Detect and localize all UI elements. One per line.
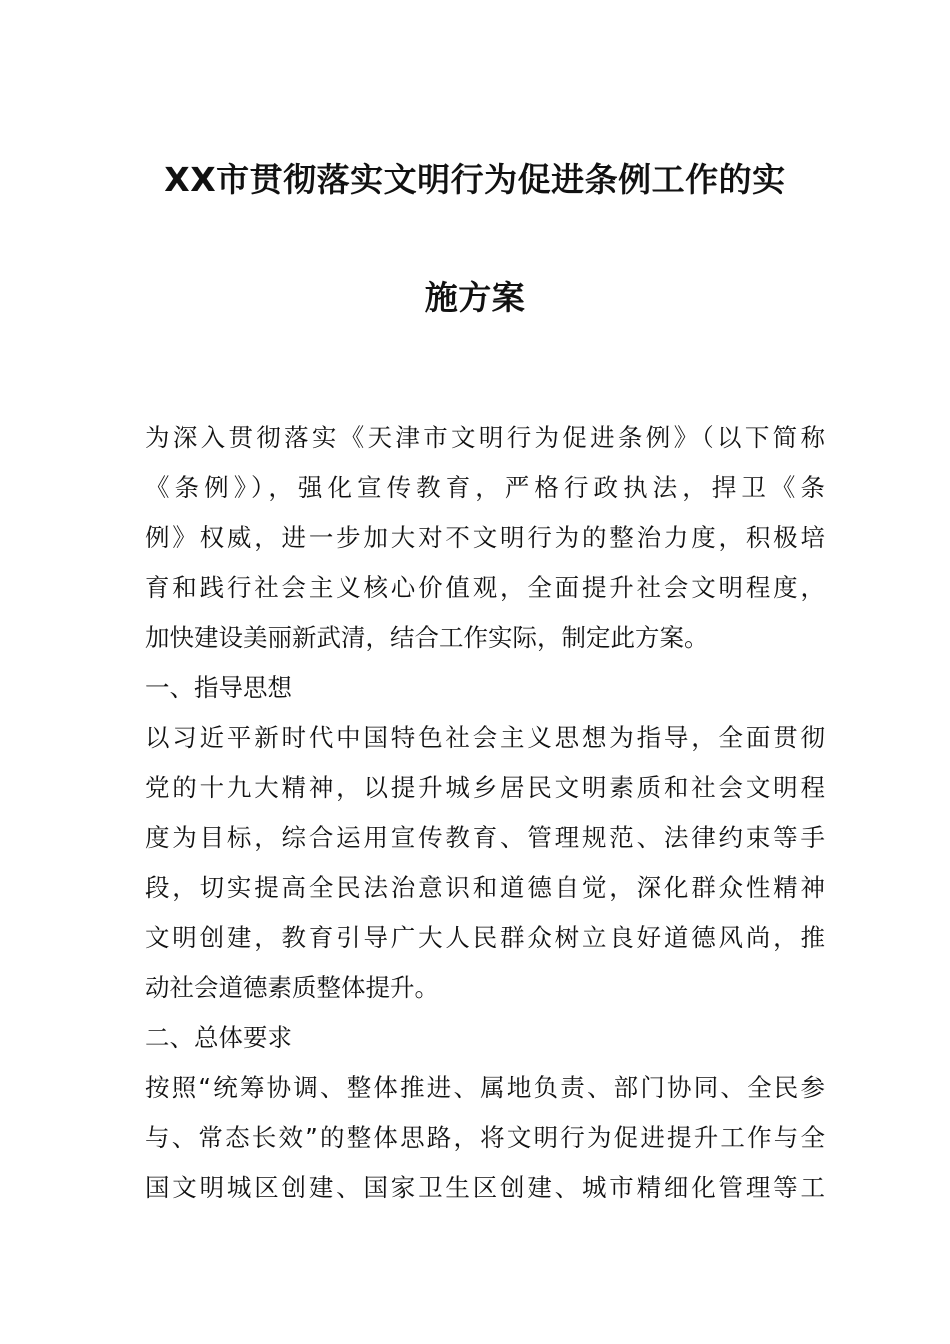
paragraph-line: 加快建设美丽新武清，结合工作实际，制定此方案。 xyxy=(145,623,709,652)
paragraph-line: 段，切实提高全民法治意识和道德自觉，深化群众性精神 xyxy=(145,873,825,902)
paragraph-line: 党的十九大精神，以提升城乡居民文明素质和社会文明程 xyxy=(145,773,825,802)
paragraph-line: 动社会道德素质整体提升。 xyxy=(145,973,439,1002)
section-heading: 一、指导思想 xyxy=(145,673,292,702)
paragraph-line: 国文明城区创建、国家卫生区创建、城市精细化管理等工 xyxy=(145,1173,825,1202)
paragraph-line: 例》权威，进一步加大对不文明行为的整治力度，积极培 xyxy=(145,523,825,552)
paragraph-line: 与、常态长效”的整体思路，将文明行为促进提升工作与全 xyxy=(145,1123,825,1152)
document-title-line-1: XX市贯彻落实文明行为促进条例工作的实 xyxy=(164,160,786,199)
paragraph-line: 度为目标，综合运用宣传教育、管理规范、法律约束等手 xyxy=(145,823,825,852)
paragraph-line: 育和践行社会主义核心价值观，全面提升社会文明程度， xyxy=(145,573,825,602)
paragraph-line: 以习近平新时代中国特色社会主义思想为指导，全面贯彻 xyxy=(145,723,825,752)
paragraph-line: 按照“统筹协调、整体推进、属地负责、部门协同、全民参 xyxy=(145,1073,825,1102)
paragraph-line: 为深入贯彻落实《天津市文明行为促进条例》（以下简称 xyxy=(145,423,825,452)
document-title-line-2: 施方案 xyxy=(424,278,526,317)
section-heading: 二、总体要求 xyxy=(145,1023,292,1052)
paragraph-line: 文明创建，教育引导广大人民群众树立良好道德风尚，推 xyxy=(145,923,825,952)
paragraph-line: 《条例》），强化宣传教育，严格行政执法，捍卫《条 xyxy=(145,473,825,502)
